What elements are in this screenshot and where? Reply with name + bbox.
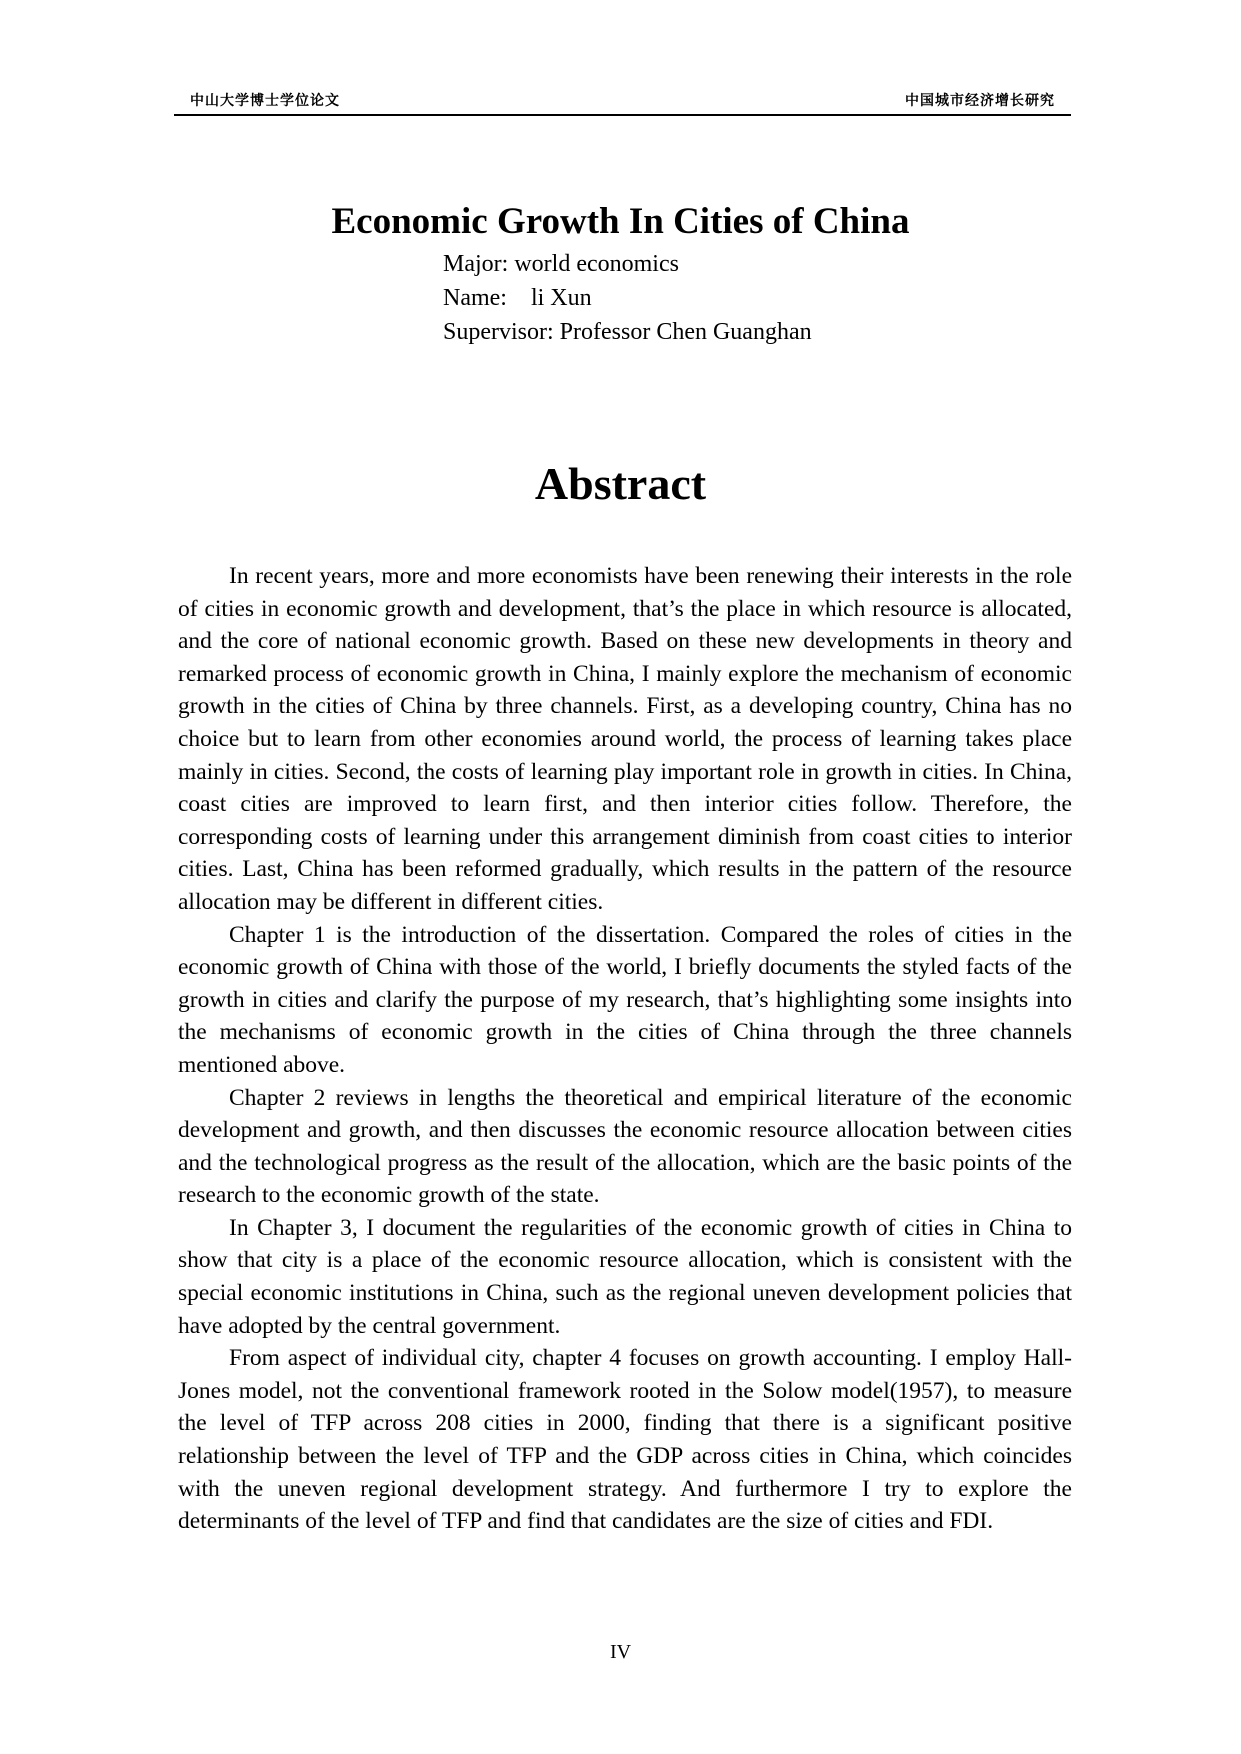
paragraph: Chapter 2 reviews in lengths the theoretical and empirical literature of the economic development and growth, and then discusses the economic resource allocation between cities and the technological progress as the result of the allocation, which are the basic points of the research to the economic growth of the state. — [178, 1084, 1072, 1209]
paragraph: From aspect of individual city, chapter 4 focuses on growth accounting. I employ Hall-Jones model, not the conventional framework rooted in the Solow model(1957), to measure the level of TFP across 208 cities in 2000, finding that there is a significant positive relationship between the level of TFP and the GDP across cities in China, which coincides with the uneven regional development strategy. And furthermore I try to explore the determinants of the level of TFP and find that candidates are the size of cities and FDI. — [178, 1345, 1072, 1535]
paragraph: In recent years, more and more economists have been renewing their interests in the role of cities in economic growth and development, that’s the place in which resource is allocated, and the core of national economic growth. Based on these new developments in theory and remarked process of economic growth in China, I mainly explore the mechanism of economic growth in the cities of China by three channels. First, as a developing country, China has no choice but to learn from other economies around world, the process of learning takes place mainly in cities. Second, the costs of learning play important role in growth in cities. In China, coast cities are improved to learn first, and then interior cities follow. Therefore, the corresponding costs of learning under this arrangement diminish from coast cities to interior cities. Last, China has been reformed gradually, which results in the pattern of the resource allocation may be different in different cities. — [178, 563, 1072, 915]
paper-title: Economic Growth In Cities of China — [331, 201, 910, 242]
running-header — [174, 90, 1071, 112]
header-left-text: 中山大学博士学位论文 — [190, 93, 340, 109]
major-line: Major: world economics — [443, 251, 679, 277]
header-rule — [174, 114, 1071, 116]
abstract-body — [178, 560, 1072, 1538]
name-line: Name: li Xun — [443, 285, 592, 311]
paragraph: In Chapter 3, I document the regularities of the economic growth of cities in China to show that city is a place of the economic resource allocation, which is consistent with the special economic institutions in China, such as the regional uneven development policies that have adopted by the central government. — [178, 1214, 1072, 1339]
header-right-text: 中国城市经济增长研究 — [905, 93, 1055, 109]
author-meta — [443, 247, 812, 349]
abstract-heading: Abstract — [534, 458, 707, 509]
supervisor-line: Supervisor: Professor Chen Guanghan — [443, 319, 812, 345]
page-number: IV — [609, 1641, 632, 1663]
paragraph: Chapter 1 is the introduction of the dissertation. Compared the roles of cities in the economic growth of China with those of the world, I briefly documents the styled facts of the growth in cities and clarify the purpose of my research, that’s highlighting some insights into the mechanisms of economic growth in the cities of China through the three channels mentioned above. — [178, 921, 1072, 1078]
